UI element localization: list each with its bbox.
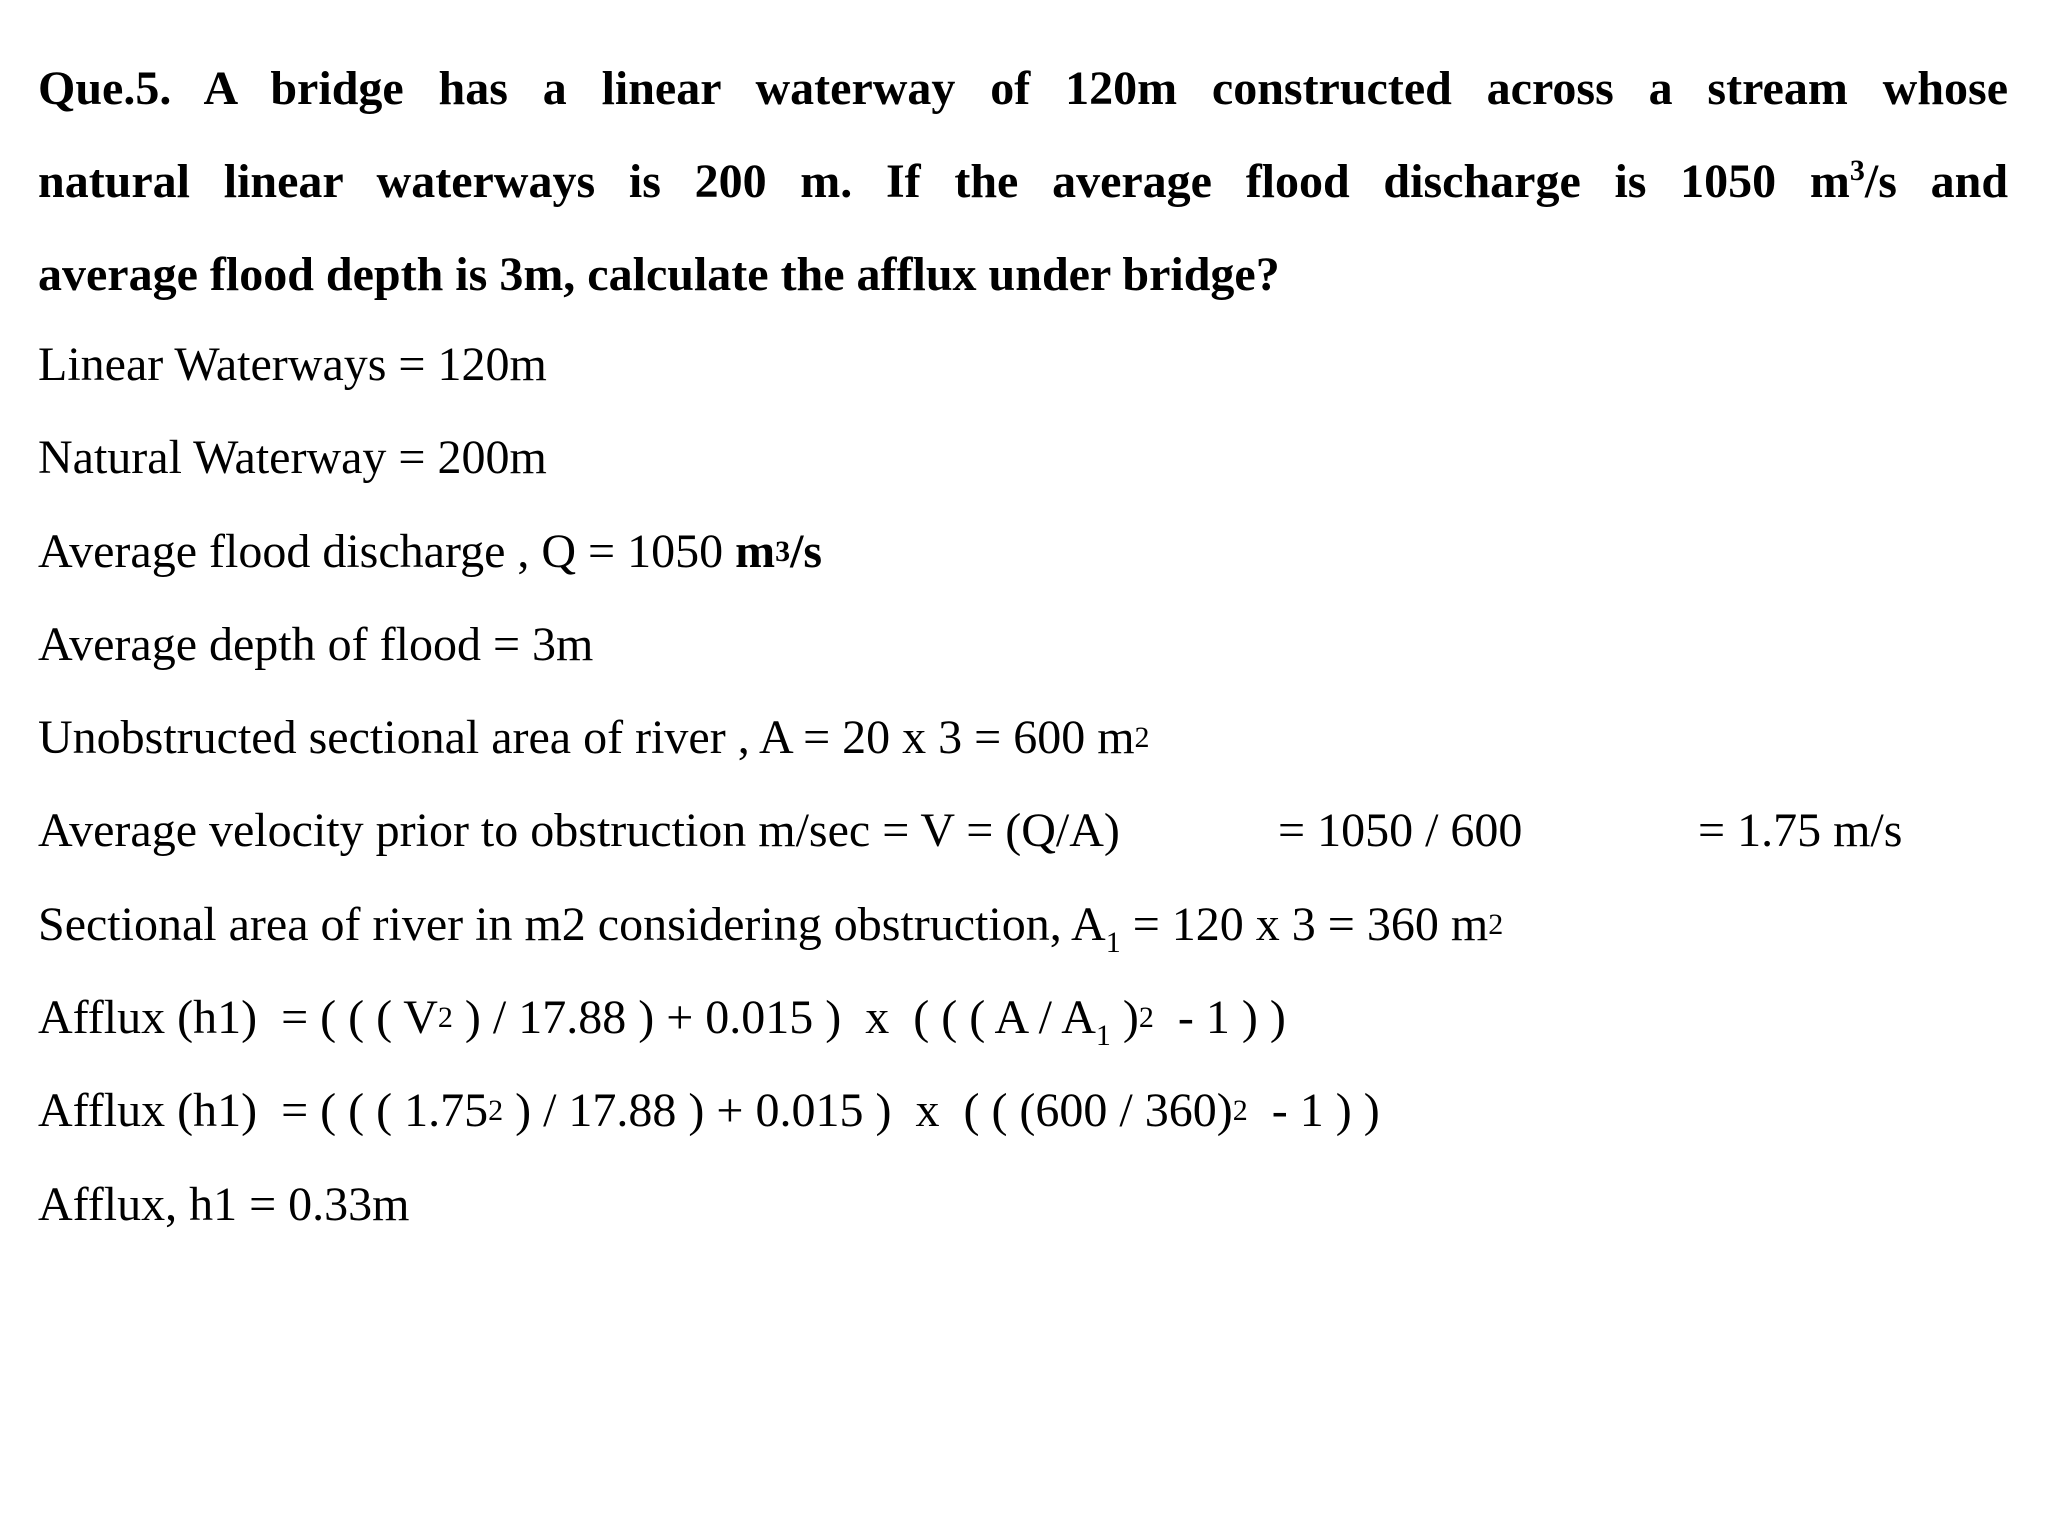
question-line-2-tail: /s and xyxy=(1864,155,2009,208)
discharge-line xyxy=(38,522,822,582)
velocity-label: Average velocity prior to obstruction m/sec = V = (Q/A) xyxy=(38,804,1120,857)
linear-waterways-line: Linear Waterways = 120m xyxy=(38,338,547,391)
question-line-3: average flood depth is 3m, calculate the afflux under bridge? xyxy=(38,248,1280,301)
afflux-formula-part-a: Afflux (h1) = ( ( ( V xyxy=(38,991,438,1044)
afflux-formula-sub: 1 xyxy=(1095,1019,1111,1052)
afflux-substitution-sup-2: 2 xyxy=(1232,1094,1248,1127)
afflux-answer-line: Afflux, h1 = 0.33m xyxy=(38,1178,410,1231)
afflux-substitution-part-c: - 1 ) ) xyxy=(1247,1084,1380,1137)
afflux-formula-sup-2: 2 xyxy=(1138,1001,1154,1034)
question-unit-superscript: 3 xyxy=(1849,154,1865,187)
afflux-formula-sup-1: 2 xyxy=(437,1001,453,1034)
question-line-1: Que.5. A bridge has a linear waterway of 120m constructed across a stream whose xyxy=(38,62,2008,115)
discharge-text: Average flood discharge , Q = 1050 xyxy=(38,525,736,578)
velocity-line xyxy=(38,801,1903,861)
discharge-unit-tail: /s xyxy=(790,525,823,578)
natural-waterway-line: Natural Waterway = 200m xyxy=(38,431,547,484)
discharge-unit xyxy=(735,525,822,578)
afflux-formula-line xyxy=(38,988,1286,1052)
obstructed-area-text: Sectional area of river in m2 considering obstruction, A xyxy=(38,898,1106,951)
afflux-formula-part-d: - 1 ) ) xyxy=(1153,991,1286,1044)
unobstructed-area-superscript: 2 xyxy=(1134,721,1150,754)
velocity-result: = 1.75 m/s xyxy=(1698,804,1903,857)
question-line-2 xyxy=(38,135,2008,228)
afflux-substitution-part-b: ) / 17.88 ) + 0.015 ) x ( ( (600 / 360) xyxy=(503,1084,1233,1137)
question-block xyxy=(38,42,2008,321)
discharge-unit-base: m xyxy=(735,525,776,578)
unobstructed-area-line xyxy=(38,708,1150,768)
velocity-calculation: = 1050 / 600 xyxy=(1278,804,1523,857)
unobstructed-area-text: Unobstructed sectional area of river , A = 20 x 3 = 600 m xyxy=(38,711,1135,764)
afflux-formula-part-b: ) / 17.88 ) + 0.015 ) x ( ( ( A / A xyxy=(452,991,1096,1044)
discharge-unit-superscript: 3 xyxy=(775,535,791,568)
afflux-substitution-line xyxy=(38,1081,1380,1141)
afflux-formula-part-c: ) xyxy=(1110,991,1139,1044)
obstructed-area-line xyxy=(38,895,1504,959)
afflux-substitution-part-a: Afflux (h1) = ( ( ( 1.75 xyxy=(38,1084,489,1137)
question-line-2-text: natural linear waterways is 200 m. If the average flood discharge is 1050 m xyxy=(38,155,1850,208)
obstructed-area-result: = 120 x 3 = 360 m xyxy=(1120,898,1489,951)
flood-depth-line: Average depth of flood = 3m xyxy=(38,618,594,671)
afflux-substitution-sup-1: 2 xyxy=(488,1094,504,1127)
obstructed-area-subscript: 1 xyxy=(1105,926,1121,959)
obstructed-area-superscript: 2 xyxy=(1488,908,1504,941)
